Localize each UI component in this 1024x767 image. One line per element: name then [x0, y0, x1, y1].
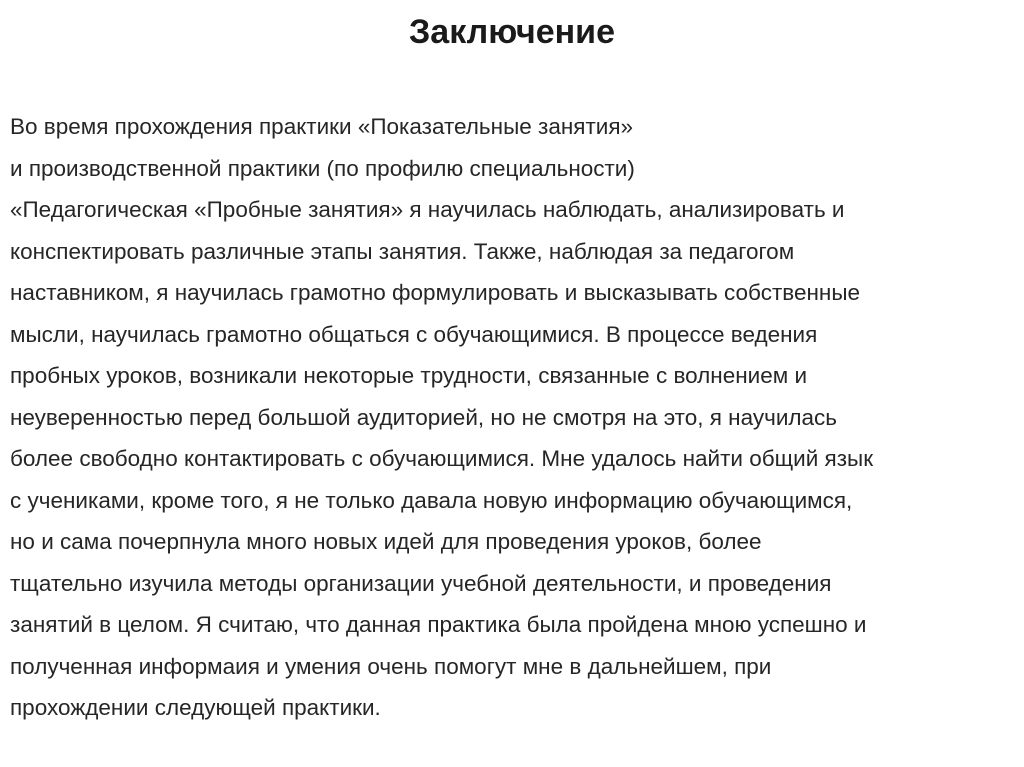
paragraph-line: конспектировать различные этапы занятия. Также, наблюдая за педагогом — [10, 238, 795, 264]
conclusion-paragraph — [10, 106, 1016, 729]
paragraph-line: Во время прохождения практики «Показательные занятия» — [10, 114, 634, 139]
paragraph-line: наставником, я научилась грамотно формулировать и высказывать собственные — [10, 280, 861, 305]
paragraph-line: более свободно контактировать с обучающимися. Мне удалось найти общий язык — [10, 446, 874, 471]
paragraph-line: тщательно изучила методы организации учебной деятельности, и проведения — [10, 570, 832, 596]
paragraph-line: и производственной практики (по профилю специальности) — [10, 155, 635, 181]
paragraph-line: занятий в целом. Я считаю, что данная практика была пройдена мною успешно и — [10, 612, 867, 637]
paragraph-line: прохождении следующей практики. — [10, 695, 381, 720]
paragraph-line: пробных уроков, возникали некоторые трудности, связанные с волнением и — [10, 363, 808, 388]
slide-title: Заключение — [409, 13, 615, 51]
paragraph-line: с учениками, кроме того, я не только давала новую информацию обучающимся, — [10, 487, 853, 513]
paragraph-line: неуверенностью перед большой аудиторией, но не смотря на это, я научилась — [10, 404, 838, 430]
paragraph-line: мысли, научилась грамотно общаться с обучающимися. В процессе ведения — [10, 321, 818, 347]
paragraph-line: полученная информаия и умения очень помогут мне в дальнейшем, при — [10, 653, 772, 679]
paragraph-line: «Педагогическая «Пробные занятия» я научилась наблюдать, анализировать и — [10, 197, 845, 222]
paragraph-line: но и сама почерпнула много новых идей для проведения уроков, более — [10, 529, 762, 554]
